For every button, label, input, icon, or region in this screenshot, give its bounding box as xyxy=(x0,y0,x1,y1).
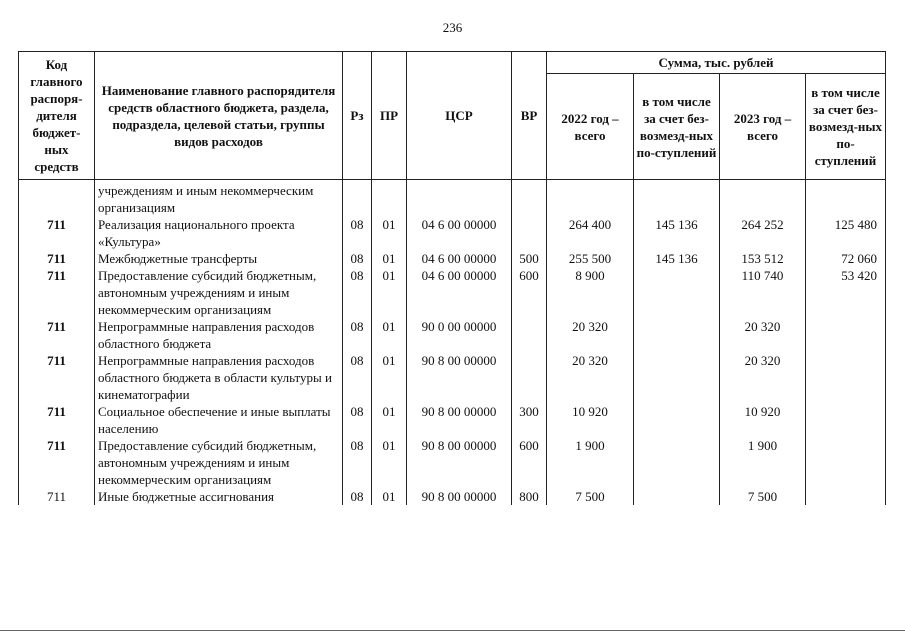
header-sum: Сумма, тыс. рублей xyxy=(547,52,886,74)
cell-vr: 600 xyxy=(512,437,547,488)
cell-rz: 08 xyxy=(343,267,372,318)
cell-name: Межбюджетные трансферты xyxy=(95,250,343,267)
cell-2022-total: 264 400 xyxy=(547,216,634,250)
cell-2023-total: 1 900 xyxy=(720,437,806,488)
cell-pr xyxy=(372,180,407,217)
table-row xyxy=(19,437,886,488)
cell-2022-free xyxy=(634,180,720,217)
header-code: Код главного распоря-дителя бюджет-ных средств xyxy=(19,52,95,180)
page-number: 236 xyxy=(442,20,463,35)
cell-rz: 08 xyxy=(343,437,372,488)
cell-2023-total: 264 252 xyxy=(720,216,806,250)
cell-name: Непрограммные направления расходов областного бюджета в области культуры и кинематографии xyxy=(95,352,343,403)
cell-rz: 08 xyxy=(343,403,372,437)
header-2022-free: в том числе за счет без-возмезд-ных по-ступлений xyxy=(634,74,720,180)
header-2023-free: в том числе за счет без-возмезд-ных по-ступлений xyxy=(806,74,886,180)
table-row xyxy=(19,352,886,403)
cell-2022-total: 8 900 xyxy=(547,267,634,318)
cell-2023-free: 72 060 xyxy=(806,250,886,267)
cell-pr: 01 xyxy=(372,267,407,318)
cell-pr: 01 xyxy=(372,318,407,352)
table-row xyxy=(19,488,886,505)
cell-name: Социальное обеспечение и иные выплаты населению xyxy=(95,403,343,437)
cell-2022-total: 1 900 xyxy=(547,437,634,488)
cell-code: 711 xyxy=(19,267,95,318)
cell-2022-free xyxy=(634,318,720,352)
cell-csr: 90 8 00 00000 xyxy=(407,403,512,437)
cell-vr: 500 xyxy=(512,250,547,267)
cell-code: 711 xyxy=(19,403,95,437)
cell-2023-free xyxy=(806,180,886,217)
budget-table xyxy=(18,51,886,505)
cell-2023-total xyxy=(720,180,806,217)
header-vr: ВР xyxy=(512,52,547,180)
cell-2022-total: 20 320 xyxy=(547,352,634,403)
cell-name: Иные бюджетные ассигнования xyxy=(95,488,343,505)
cell-2023-free: 53 420 xyxy=(806,267,886,318)
cell-code: 711 xyxy=(19,352,95,403)
cell-vr: 300 xyxy=(512,403,547,437)
cell-vr xyxy=(512,216,547,250)
cell-name: Реализация национального проекта «Культура» xyxy=(95,216,343,250)
table-row xyxy=(19,403,886,437)
bottom-rule xyxy=(0,630,905,631)
cell-pr: 01 xyxy=(372,437,407,488)
header-pr: ПР xyxy=(372,52,407,180)
cell-rz: 08 xyxy=(343,216,372,250)
cell-name: учреждениям и иным некоммерческим организациям xyxy=(95,180,343,217)
cell-pr: 01 xyxy=(372,352,407,403)
table-row xyxy=(19,250,886,267)
cell-vr xyxy=(512,318,547,352)
cell-2023-free xyxy=(806,318,886,352)
cell-rz: 08 xyxy=(343,318,372,352)
cell-2022-free xyxy=(634,437,720,488)
header-name: Наименование главного распорядителя средств областного бюджета, раздела, подраздела, целевой статьи, группы видов расходов xyxy=(95,52,343,180)
cell-code: 711 xyxy=(19,488,95,505)
cell-vr xyxy=(512,352,547,403)
cell-2022-total xyxy=(547,180,634,217)
cell-csr: 90 8 00 00000 xyxy=(407,352,512,403)
cell-2023-free xyxy=(806,352,886,403)
cell-csr: 04 6 00 00000 xyxy=(407,267,512,318)
header-2022-total: 2022 год – всего xyxy=(547,74,634,180)
cell-vr xyxy=(512,180,547,217)
cell-rz xyxy=(343,180,372,217)
cell-2022-total: 7 500 xyxy=(547,488,634,505)
cell-2022-free: 145 136 xyxy=(634,250,720,267)
cell-csr: 04 6 00 00000 xyxy=(407,216,512,250)
cell-code: 711 xyxy=(19,318,95,352)
cell-pr: 01 xyxy=(372,488,407,505)
cell-2023-free xyxy=(806,403,886,437)
cell-name: Предоставление субсидий бюджетным, автономным учреждениям и иным некоммерческим организациям xyxy=(95,437,343,488)
cell-2022-free xyxy=(634,403,720,437)
cell-2022-free xyxy=(634,488,720,505)
table-row xyxy=(19,318,886,352)
header-csr: ЦСР xyxy=(407,52,512,180)
cell-code: 711 xyxy=(19,437,95,488)
header-2023-total: 2023 год – всего xyxy=(720,74,806,180)
cell-2022-total: 255 500 xyxy=(547,250,634,267)
cell-2023-free xyxy=(806,437,886,488)
cell-2023-total: 20 320 xyxy=(720,352,806,403)
table-row xyxy=(19,216,886,250)
cell-2023-total: 110 740 xyxy=(720,267,806,318)
cell-2023-free: 125 480 xyxy=(806,216,886,250)
cell-2022-free xyxy=(634,352,720,403)
cell-code: 711 xyxy=(19,250,95,267)
cell-name: Непрограммные направления расходов областного бюджета xyxy=(95,318,343,352)
table-body xyxy=(19,180,886,506)
table-row xyxy=(19,180,886,217)
cell-2023-free xyxy=(806,488,886,505)
cell-2022-total: 10 920 xyxy=(547,403,634,437)
cell-2023-total: 10 920 xyxy=(720,403,806,437)
table-header xyxy=(19,52,886,180)
cell-code: 711 xyxy=(19,216,95,250)
cell-code xyxy=(19,180,95,217)
cell-csr xyxy=(407,180,512,217)
cell-vr: 800 xyxy=(512,488,547,505)
cell-2023-total: 20 320 xyxy=(720,318,806,352)
cell-pr: 01 xyxy=(372,403,407,437)
cell-rz: 08 xyxy=(343,250,372,267)
cell-vr: 600 xyxy=(512,267,547,318)
cell-2022-free xyxy=(634,267,720,318)
cell-name: Предоставление субсидий бюджетным, автономным учреждениям и иным некоммерческим организациям xyxy=(95,267,343,318)
cell-2023-total: 153 512 xyxy=(720,250,806,267)
cell-rz: 08 xyxy=(343,488,372,505)
cell-csr: 90 8 00 00000 xyxy=(407,488,512,505)
cell-2023-total: 7 500 xyxy=(720,488,806,505)
cell-pr: 01 xyxy=(372,216,407,250)
cell-2022-total: 20 320 xyxy=(547,318,634,352)
cell-rz: 08 xyxy=(343,352,372,403)
cell-pr: 01 xyxy=(372,250,407,267)
cell-2022-free: 145 136 xyxy=(634,216,720,250)
cell-csr: 90 8 00 00000 xyxy=(407,437,512,488)
cell-csr: 04 6 00 00000 xyxy=(407,250,512,267)
header-rz: Рз xyxy=(343,52,372,180)
cell-csr: 90 0 00 00000 xyxy=(407,318,512,352)
table-row xyxy=(19,267,886,318)
